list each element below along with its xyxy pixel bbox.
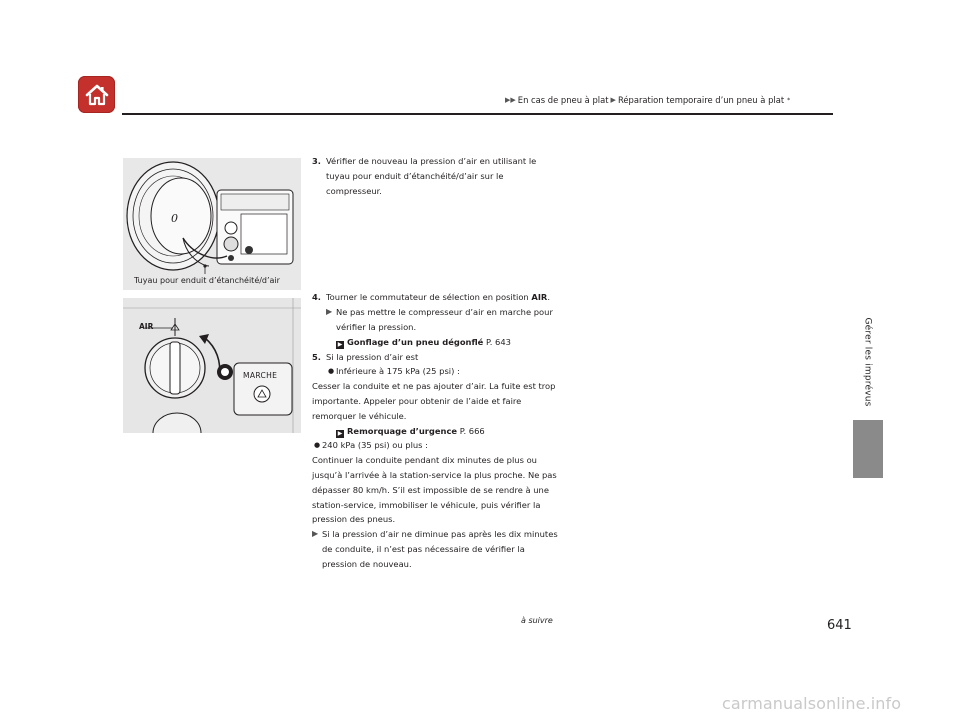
breadcrumb-item-flat-tire[interactable]: En cas de pneu à plat: [517, 95, 609, 105]
note: [312, 527, 560, 571]
breadcrumb-arrow-icon: ▶: [610, 96, 616, 104]
home-button[interactable]: [78, 76, 115, 113]
instructions: [312, 154, 560, 572]
paragraph-ok-pressure: Continuer la conduite pendant dix minutes de plus ou jusqu’à l’arrivée à la station-service la plus proche. Ne pas dépasser 80 km/h. S’il est impossible de se rendre à une station-service, immobiliser le véhicule, puis vérifier la pression des pneus.: [312, 455, 557, 525]
paragraph-low-pressure: Cesser la conduite et ne pas ajouter d’air. La fuite est trop importante. Appeler pour obtenir de l’aide et faire remorquer le véhicule.: [312, 381, 556, 421]
step-text: Si la pression d’air est: [326, 351, 419, 362]
cross-reference-link[interactable]: ▶ Remorquage d’urgence P. 666: [337, 425, 485, 437]
step-number: 3.: [312, 156, 321, 166]
reference-arrow-icon: ▶: [337, 340, 343, 348]
air-callout-label: AIR: [139, 322, 154, 331]
step-text: Tourner le commutateur de sélection en position AIR.: [326, 292, 551, 303]
reference-arrow-icon: ▶: [337, 429, 343, 437]
breadcrumb-arrow-icon: ▶▶: [505, 96, 516, 104]
breadcrumb-footnote-mark: *: [787, 96, 791, 104]
note-text: Si la pression d’air ne diminue pas après les dix minutes de conduite, il n’est pas nécessaire de vérifier la pression de nouveau.: [322, 529, 558, 569]
section-tab[interactable]: [853, 420, 883, 478]
bullet-ok-pressure: ● 240 kPa (35 psi) ou plus :: [313, 440, 428, 451]
tire-compressor-illustration: [123, 158, 301, 290]
note-arrow-icon: ▶: [326, 307, 333, 317]
selector-switch-illustration: [123, 298, 301, 433]
svg-text:0: 0: [171, 212, 178, 225]
step-number: 4.: [312, 292, 321, 303]
figure-selector-switch: [123, 298, 301, 433]
step-4: [312, 290, 560, 305]
watermark: carmanualsonline.info: [722, 694, 902, 713]
note: [326, 305, 560, 335]
cross-reference-link[interactable]: ▶ Gonflage d’un pneu dégonflé P. 643: [337, 336, 511, 348]
home-icon: [84, 83, 110, 107]
step-3: [312, 154, 560, 198]
bullet-low-pressure: ● Inférieure à 175 kPa (25 psi) :: [327, 366, 460, 377]
breadcrumb: [505, 95, 790, 105]
page-number: 641: [827, 618, 852, 633]
breadcrumb-item-temporary-repair[interactable]: Réparation temporaire d’un pneu à plat: [617, 95, 785, 105]
marche-button-label: MARCHE: [243, 371, 278, 380]
note-text: Ne pas mettre le compresseur d’air en marche pour vérifier la pression.: [336, 307, 553, 332]
header-rule: [122, 113, 833, 115]
step-text: Vérifier de nouveau la pression d’air en utilisant le tuyau pour enduit d’étanchéité/d’air sur le compresseur.: [326, 156, 537, 196]
figure-caption: Tuyau pour enduit d’étanchéité/d’air: [134, 276, 280, 285]
note-arrow-icon: ▶: [312, 529, 319, 539]
step-number: 5.: [312, 351, 321, 362]
figure-tire-hose: [123, 158, 301, 290]
section-tab-label: Gérer les imprévus: [863, 317, 874, 407]
step-5: [312, 350, 560, 365]
continued-label: à suivre: [521, 616, 553, 625]
